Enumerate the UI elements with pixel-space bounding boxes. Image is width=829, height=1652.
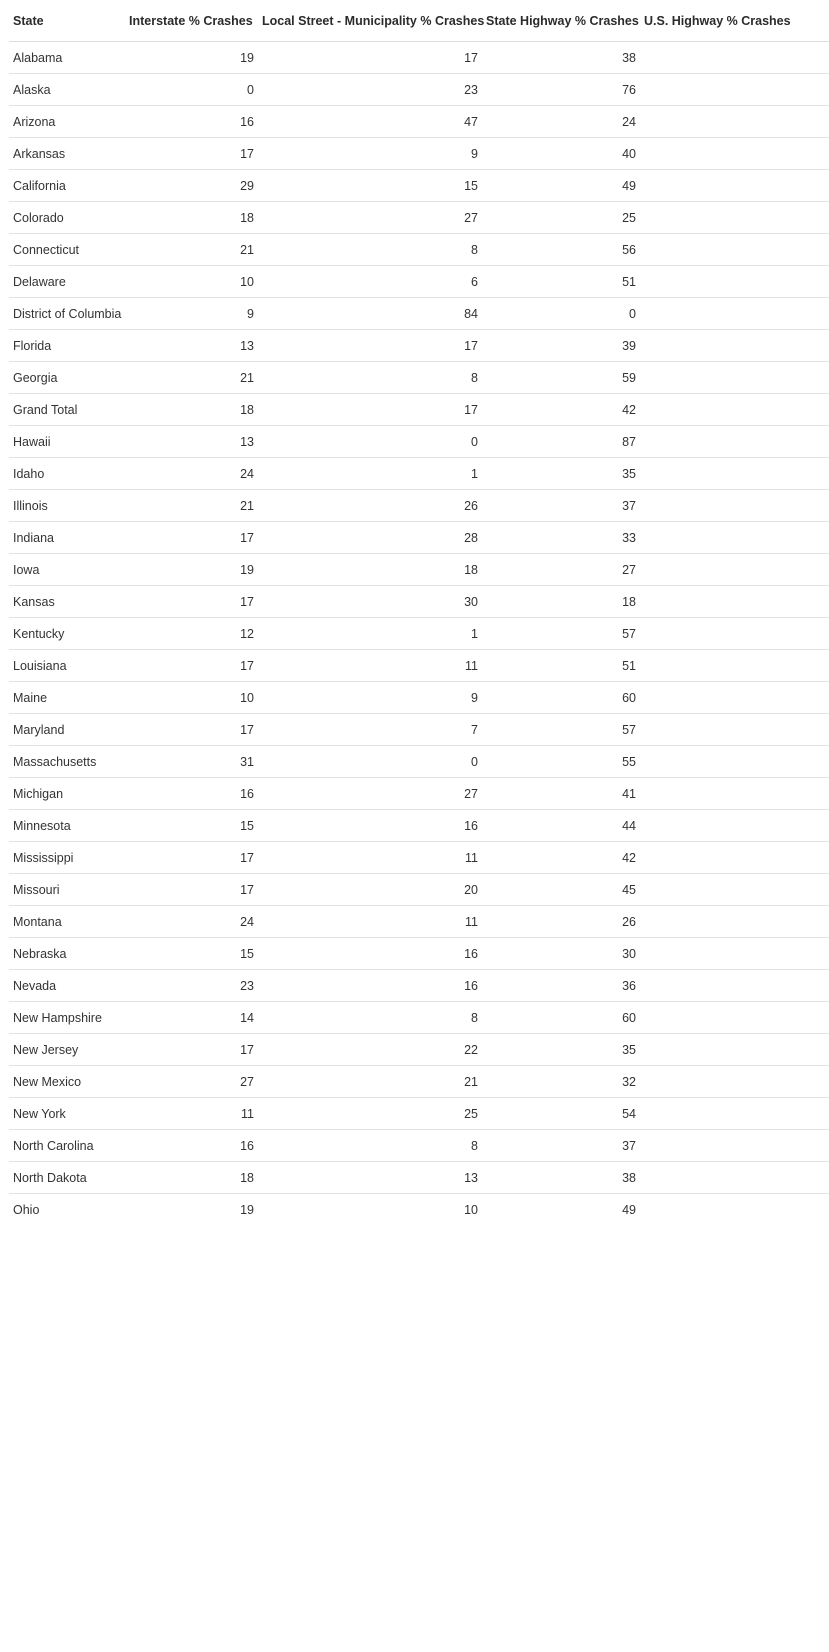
us-highway-cell (640, 42, 829, 74)
local-street-cell: 8 (258, 362, 482, 394)
local-street-cell: 27 (258, 202, 482, 234)
table-row (9, 810, 829, 842)
interstate-cell: 17 (125, 522, 258, 554)
table-row (9, 234, 829, 266)
local-street-cell: 26 (258, 490, 482, 522)
table-row (9, 1002, 829, 1034)
interstate-cell: 17 (125, 874, 258, 906)
state-highway-cell: 36 (482, 970, 640, 1002)
state-cell: Indiana (9, 522, 125, 554)
local-street-cell: 16 (258, 970, 482, 1002)
local-street-cell: 11 (258, 906, 482, 938)
state-cell: Iowa (9, 554, 125, 586)
local-street-cell: 16 (258, 810, 482, 842)
state-highway-cell: 51 (482, 650, 640, 682)
interstate-cell: 10 (125, 266, 258, 298)
table-row (9, 586, 829, 618)
state-highway-cell: 38 (482, 1162, 640, 1194)
interstate-cell: 21 (125, 490, 258, 522)
local-street-cell: 17 (258, 394, 482, 426)
table-row (9, 394, 829, 426)
state-cell: Arizona (9, 106, 125, 138)
us-highway-cell (640, 138, 829, 170)
us-highway-cell (640, 298, 829, 330)
us-highway-cell (640, 426, 829, 458)
state-highway-cell: 30 (482, 938, 640, 970)
state-cell: Kansas (9, 586, 125, 618)
state-highway-cell: 32 (482, 1066, 640, 1098)
state-highway-cell: 24 (482, 106, 640, 138)
table-row (9, 266, 829, 298)
state-cell: Grand Total (9, 394, 125, 426)
table-row (9, 618, 829, 650)
state-highway-cell: 60 (482, 682, 640, 714)
us-highway-cell (640, 682, 829, 714)
table-viewport[interactable] (9, 0, 791, 1225)
local-street-cell: 22 (258, 1034, 482, 1066)
table-row (9, 1098, 829, 1130)
table-row (9, 1130, 829, 1162)
interstate-cell: 16 (125, 106, 258, 138)
us-highway-cell (640, 106, 829, 138)
interstate-cell: 21 (125, 234, 258, 266)
state-cell: North Dakota (9, 1162, 125, 1194)
us-highway-cell (640, 1034, 829, 1066)
state-highway-cell: 54 (482, 1098, 640, 1130)
table-row (9, 362, 829, 394)
table-body (9, 42, 829, 1226)
interstate-cell: 17 (125, 714, 258, 746)
state-highway-cell: 40 (482, 138, 640, 170)
table-row (9, 202, 829, 234)
local-street-cell: 18 (258, 554, 482, 586)
local-street-cell: 27 (258, 778, 482, 810)
interstate-cell: 13 (125, 330, 258, 362)
interstate-cell: 19 (125, 554, 258, 586)
state-cell: New York (9, 1098, 125, 1130)
local-street-cell: 11 (258, 842, 482, 874)
state-highway-cell: 37 (482, 1130, 640, 1162)
state-highway-cell: 37 (482, 490, 640, 522)
us-highway-cell (640, 1098, 829, 1130)
us-highway-cell (640, 938, 829, 970)
state-cell: Minnesota (9, 810, 125, 842)
table-row (9, 970, 829, 1002)
state-highway-cell: 35 (482, 458, 640, 490)
interstate-cell: 0 (125, 74, 258, 106)
table-row (9, 74, 829, 106)
interstate-cell: 18 (125, 202, 258, 234)
interstate-cell: 27 (125, 1066, 258, 1098)
table-row (9, 330, 829, 362)
local-street-cell: 47 (258, 106, 482, 138)
local-street-cell: 9 (258, 138, 482, 170)
state-highway-cell: 51 (482, 266, 640, 298)
state-cell: Louisiana (9, 650, 125, 682)
interstate-cell: 17 (125, 650, 258, 682)
table-row (9, 650, 829, 682)
state-highway-cell: 87 (482, 426, 640, 458)
state-cell: Alabama (9, 42, 125, 74)
interstate-cell: 17 (125, 1034, 258, 1066)
local-street-cell: 8 (258, 1002, 482, 1034)
table-row (9, 906, 829, 938)
us-highway-cell (640, 906, 829, 938)
table-row (9, 458, 829, 490)
state-highway-cell: 55 (482, 746, 640, 778)
us-highway-cell (640, 778, 829, 810)
state-highway-cell: 0 (482, 298, 640, 330)
state-cell: Mississippi (9, 842, 125, 874)
interstate-cell: 18 (125, 394, 258, 426)
state-highway-cell: 26 (482, 906, 640, 938)
us-highway-cell (640, 522, 829, 554)
us-highway-cell (640, 394, 829, 426)
state-cell: Maine (9, 682, 125, 714)
us-highway-cell (640, 874, 829, 906)
interstate-cell: 21 (125, 362, 258, 394)
local-street-cell: 17 (258, 42, 482, 74)
us-highway-cell (640, 170, 829, 202)
state-highway-cell: 45 (482, 874, 640, 906)
state-cell: Idaho (9, 458, 125, 490)
table-row (9, 714, 829, 746)
state-cell: Hawaii (9, 426, 125, 458)
column-header-interstate[interactable]: Interstate % Crashes (125, 0, 258, 42)
state-cell: Nebraska (9, 938, 125, 970)
us-highway-cell (640, 1194, 829, 1226)
interstate-cell: 31 (125, 746, 258, 778)
us-highway-cell (640, 234, 829, 266)
interstate-cell: 16 (125, 778, 258, 810)
state-highway-cell: 44 (482, 810, 640, 842)
local-street-cell: 15 (258, 170, 482, 202)
crash-data-table (9, 0, 829, 1225)
us-highway-cell (640, 1162, 829, 1194)
state-cell: Michigan (9, 778, 125, 810)
state-highway-cell: 39 (482, 330, 640, 362)
column-header-state[interactable]: State (9, 0, 125, 42)
us-highway-cell (640, 970, 829, 1002)
local-street-cell: 28 (258, 522, 482, 554)
interstate-cell: 13 (125, 426, 258, 458)
interstate-cell: 19 (125, 42, 258, 74)
state-highway-cell: 56 (482, 234, 640, 266)
state-cell: Massachusetts (9, 746, 125, 778)
table-row (9, 298, 829, 330)
state-highway-cell: 42 (482, 394, 640, 426)
state-cell: Ohio (13, 1202, 40, 1217)
table-row (9, 938, 829, 970)
local-street-cell: 20 (258, 874, 482, 906)
state-highway-cell: 41 (482, 778, 640, 810)
us-highway-cell (640, 330, 829, 362)
us-highway-cell (640, 618, 829, 650)
local-street-cell: 11 (258, 650, 482, 682)
local-street-cell: 30 (258, 586, 482, 618)
state-highway-cell: 35 (482, 1034, 640, 1066)
interstate-cell: 24 (125, 458, 258, 490)
local-street-cell: 10 (464, 1202, 478, 1217)
interstate-cell: 29 (125, 170, 258, 202)
interstate-cell: 15 (125, 810, 258, 842)
interstate-cell: 15 (125, 938, 258, 970)
state-cell: Connecticut (9, 234, 125, 266)
state-highway-cell: 49 (622, 1202, 636, 1217)
interstate-cell: 16 (125, 1130, 258, 1162)
local-street-cell: 0 (258, 746, 482, 778)
table-row (9, 1162, 829, 1194)
interstate-cell: 24 (125, 906, 258, 938)
state-cell: Florida (9, 330, 125, 362)
interstate-cell: 10 (125, 682, 258, 714)
state-highway-cell: 57 (482, 714, 640, 746)
state-highway-cell: 33 (482, 522, 640, 554)
table-header-row (9, 0, 829, 42)
table-row (9, 554, 829, 586)
local-street-cell: 13 (258, 1162, 482, 1194)
table-row (9, 426, 829, 458)
state-cell: Alaska (9, 74, 125, 106)
state-highway-cell: 38 (482, 42, 640, 74)
local-street-cell: 8 (258, 1130, 482, 1162)
us-highway-cell (640, 1130, 829, 1162)
table-row (9, 1066, 829, 1098)
state-highway-cell: 57 (482, 618, 640, 650)
column-header-us-highway[interactable]: U.S. Highway % Crashes (640, 0, 829, 42)
interstate-cell: 11 (125, 1098, 258, 1130)
us-highway-cell (640, 74, 829, 106)
local-street-cell: 1 (258, 458, 482, 490)
local-street-cell: 1 (258, 618, 482, 650)
state-highway-cell: 18 (482, 586, 640, 618)
interstate-cell: 14 (125, 1002, 258, 1034)
interstate-cell: 17 (125, 138, 258, 170)
table-row (9, 682, 829, 714)
state-highway-cell: 60 (482, 1002, 640, 1034)
table-row (9, 1194, 829, 1226)
state-cell: California (9, 170, 125, 202)
us-highway-cell (640, 202, 829, 234)
local-street-cell: 84 (258, 298, 482, 330)
state-highway-cell: 59 (482, 362, 640, 394)
column-header-local-street[interactable]: Local Street - Municipality % Crashes (258, 0, 482, 42)
state-cell: Kentucky (9, 618, 125, 650)
us-highway-cell (640, 1002, 829, 1034)
table-row (9, 1034, 829, 1066)
local-street-cell: 0 (258, 426, 482, 458)
local-street-cell: 21 (258, 1066, 482, 1098)
us-highway-cell (640, 362, 829, 394)
us-highway-cell (640, 554, 829, 586)
state-cell: Missouri (9, 874, 125, 906)
interstate-cell: 17 (125, 842, 258, 874)
state-cell: District of Columbia (9, 298, 125, 330)
table-row (9, 778, 829, 810)
state-cell: Arkansas (9, 138, 125, 170)
table-row (9, 746, 829, 778)
us-highway-cell (640, 586, 829, 618)
local-street-cell: 23 (258, 74, 482, 106)
state-highway-cell: 27 (482, 554, 640, 586)
local-street-cell: 8 (258, 234, 482, 266)
table-row (9, 522, 829, 554)
us-highway-cell (640, 650, 829, 682)
local-street-cell: 25 (258, 1098, 482, 1130)
interstate-cell: 17 (125, 586, 258, 618)
state-cell: Colorado (9, 202, 125, 234)
state-highway-cell: 49 (482, 170, 640, 202)
us-highway-cell (640, 266, 829, 298)
state-highway-cell: 76 (482, 74, 640, 106)
interstate-cell: 12 (125, 618, 258, 650)
us-highway-cell (640, 490, 829, 522)
us-highway-cell (640, 842, 829, 874)
state-highway-cell: 25 (482, 202, 640, 234)
local-street-cell: 17 (258, 330, 482, 362)
column-header-state-highway[interactable]: State Highway % Crashes (482, 0, 640, 42)
state-cell: New Mexico (9, 1066, 125, 1098)
state-highway-cell: 42 (482, 842, 640, 874)
state-cell: New Hampshire (9, 1002, 125, 1034)
local-street-cell: 16 (258, 938, 482, 970)
table-row (9, 842, 829, 874)
state-cell: Georgia (9, 362, 125, 394)
interstate-cell: 18 (125, 1162, 258, 1194)
table-row (9, 490, 829, 522)
us-highway-cell (640, 746, 829, 778)
interstate-cell: 19 (240, 1202, 254, 1217)
state-cell: North Carolina (9, 1130, 125, 1162)
table-row (9, 42, 829, 74)
us-highway-cell (640, 810, 829, 842)
table-row (9, 138, 829, 170)
table-row (9, 874, 829, 906)
local-street-cell: 9 (258, 682, 482, 714)
interstate-cell: 9 (125, 298, 258, 330)
interstate-cell: 23 (125, 970, 258, 1002)
table-row (9, 106, 829, 138)
state-cell: Nevada (9, 970, 125, 1002)
us-highway-cell (640, 714, 829, 746)
table-row (9, 170, 829, 202)
state-cell: New Jersey (9, 1034, 125, 1066)
local-street-cell: 7 (258, 714, 482, 746)
state-cell: Montana (9, 906, 125, 938)
us-highway-cell (640, 1066, 829, 1098)
state-cell: Illinois (9, 490, 125, 522)
state-cell: Delaware (9, 266, 125, 298)
us-highway-cell (640, 458, 829, 490)
local-street-cell: 6 (258, 266, 482, 298)
state-cell: Maryland (9, 714, 125, 746)
